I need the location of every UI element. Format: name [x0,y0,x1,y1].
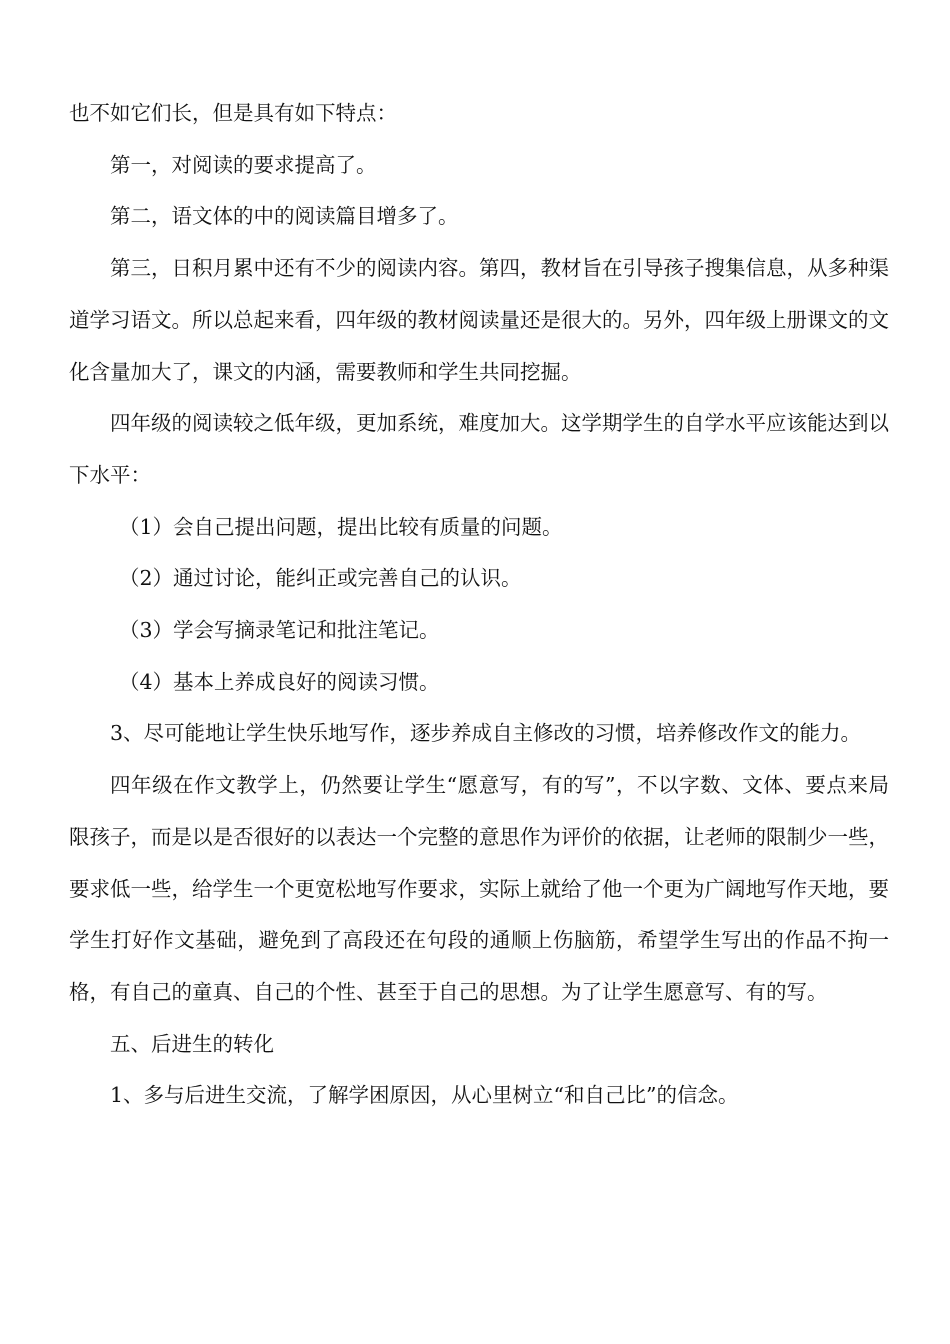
paragraph-point-two: 第二，语文体的中的阅读篇目增多了。 [110,204,459,229]
list-item-4: （4）基本上养成良好的阅读习惯。 [119,669,440,694]
paragraph-continuation: 也不如它们长，但是具有如下特点： [69,101,397,125]
paragraph-writing-teaching: 四年级在作文教学上，仍然要让学生“愿意写，有的写”，不以字数、文体、要点来局限孩子，而是以是否很好的以表达一个完整的意思作为评价的依据，让老师的限制少一些，要求低一些，给学生一个更宽松地写作要求，实际上就给了他一个更为广阔地写作天地，要学生打好作文基础，避免到了高段还在句段的通顺上伤脑筋，希望学生写出的作品不拘一格，有自己的童真、自己的个性、甚至于自己的思想。为了让学生愿意写、有的写。 [69,773,889,1004]
paragraph-underachiever-1: 1、多与后进生交流，了解学困原因，从心里树立“和自己比”的信念。 [110,1083,739,1108]
document-page [69,88,889,1122]
list-item-1: （1）会自己提出问题，提出比较有质量的问题。 [119,514,563,539]
list-item-3: （3）学会写摘录笔记和批注笔记。 [119,618,440,643]
paragraph-point-three: 第三，日积月累中还有不少的阅读内容。第四，教材旨在引导孩子搜集信息，从多种渠道学习语文。所以总起来看，四年级的教材阅读量还是很大的。另外，四年级上册课文的文化含量加大了，课文的内涵，需要教师和学生共同挖掘。 [69,256,889,384]
paragraph-writing-goal: 3、尽可能地让学生快乐地写作，逐步养成自主修改的习惯，培养修改作文的能力。 [110,721,862,746]
paragraph-reading-level: 四年级的阅读较之低年级，更加系统，难度加大。这学期学生的自学水平应该能达到以下水平： [69,411,889,487]
section-heading: 五、后进生的转化 [110,1031,274,1056]
paragraph-point-one: 第一，对阅读的要求提高了。 [110,152,377,177]
list-item-2: （2）通过讨论，能纠正或完善自己的认识。 [119,566,522,591]
